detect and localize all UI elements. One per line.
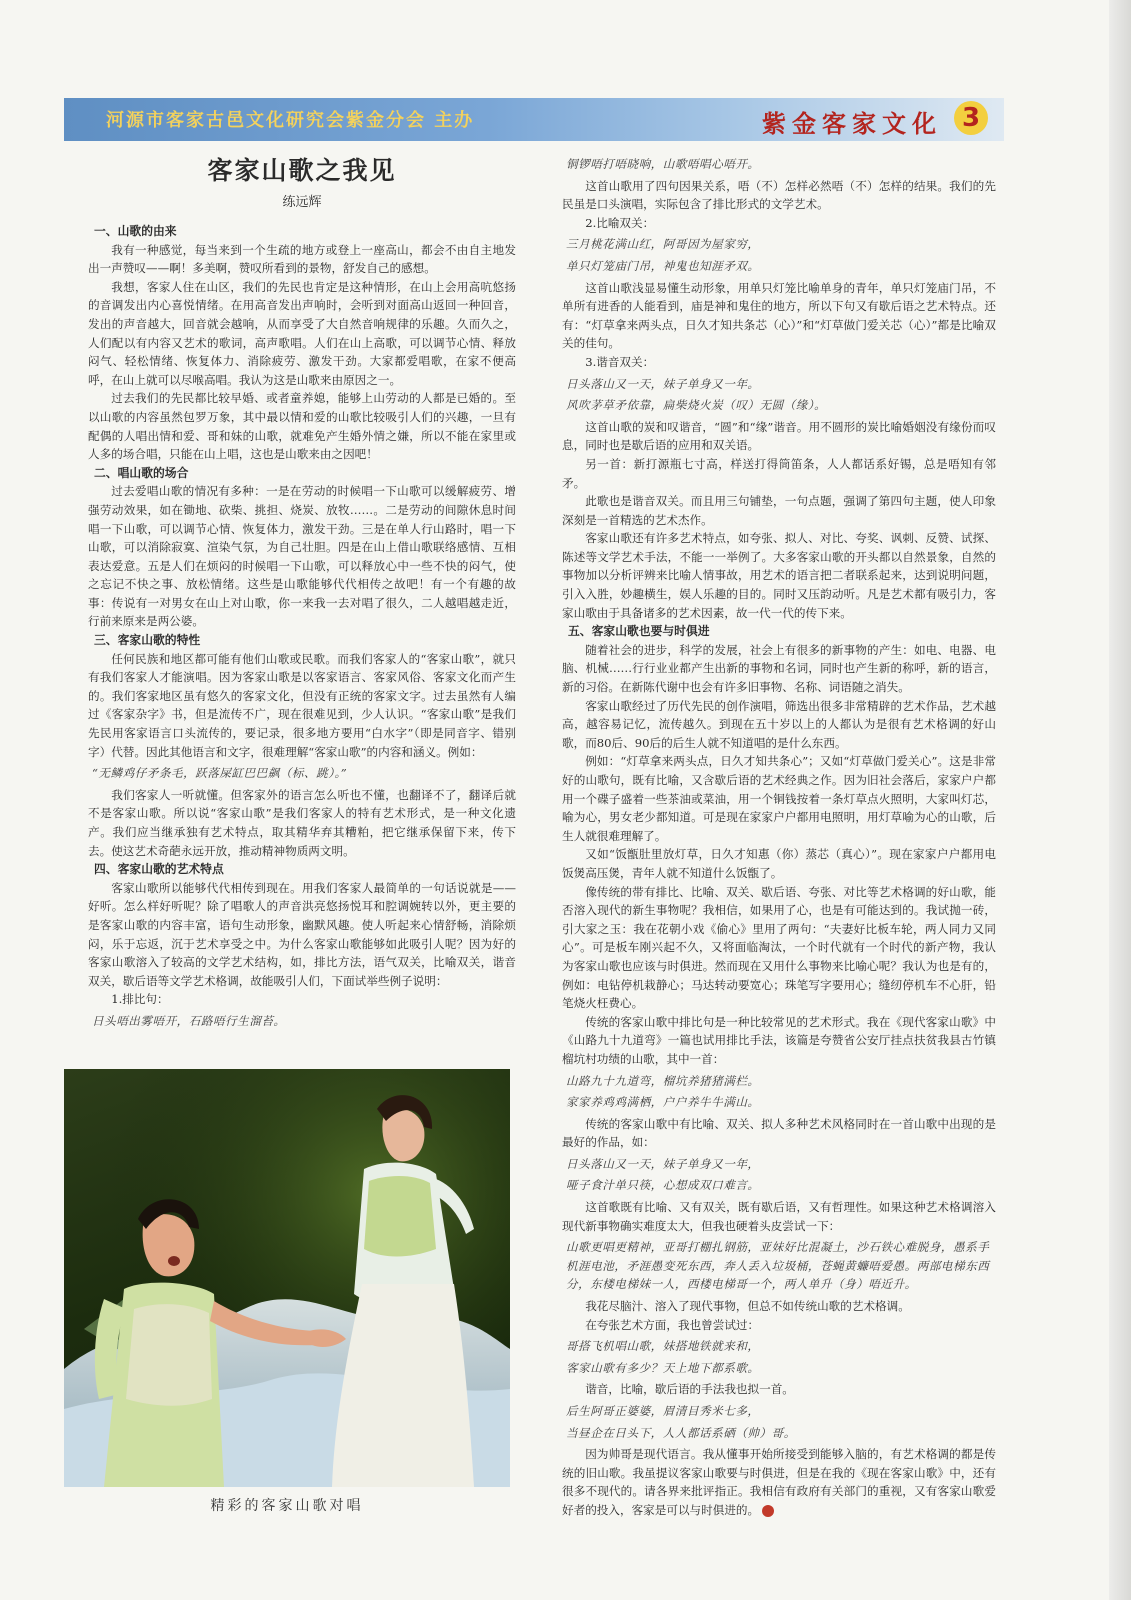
paragraph: 我有一种感觉，每当来到一个生疏的地方或登上一座高山，都会不由自主地发出一声赞叹——啊！多美啊，赞叹所看到的景物，舒发自己的感想。 <box>88 242 516 276</box>
paragraph: 另一首：新打源瓶七寸高，样送打得筒笛条，人人都话系好锡，总是唔知有邻矛。 <box>562 456 996 490</box>
paragraph: 这首山歌用了四句因果关系，唔（不）怎样必然唔（不）怎样的结果。我们的先民虽是口头演唱，实际包含了排比形式的文学艺术。 <box>562 178 996 212</box>
song-verse: 哑子食汁单只筷，心想成双口难言。 <box>566 1178 760 1193</box>
right-column-body <box>562 155 996 1520</box>
paragraph: 我花尽脑汁、溶入了现代事物，但总不如传统山歌的艺术格调。 <box>585 1299 910 1314</box>
paragraph: 随着社会的进步，科学的发展，社会上有很多的新事物的产生：如电、电器、电脑、机械……行行业业都产生出新的事物和名词，同时也产生新的称呼，新的语言，新的习俗。在新陈代谢中也会有许多旧事物、名称、词语随之消失。 <box>562 642 996 695</box>
paragraph: 例如：“灯草拿来两头点，日久才知共条心”；又如“灯草做门爱关心”。这是非常好的山歌句，既有比喻，又含歇后语的艺术经典之作。因为旧社会落后，家家户户都用一个碟子盛着一些茶油或菜油，用一个铜钱按着一条灯草点火照明，大家叫灯芯，喻为心，男女老少都知道。可是现在家家户户都用电照明，用灯草喻为心的山歌，后生人就很难理解了。 <box>562 754 996 843</box>
left-column <box>88 154 516 1034</box>
section-heading: 五、客家山歌也要与时俱进 <box>568 624 710 639</box>
paragraph: 这首山歌浅显易懂生动形象，用单只灯笼比喻单身的青年，单只灯笼庙门吊，不单所有进香的人能看到，庙是神和鬼住的地方，所以下句又有歇后语之艺术特点。还有：“灯草拿来两头点，日久才知共条芯（心）”和“灯草做门爱关芯（心）”都是比喻双关的佳句。 <box>562 280 996 351</box>
header-banner <box>64 98 1004 141</box>
article-author: 练远辉 <box>282 195 322 210</box>
paragraph: 传统的客家山歌中排比句是一种比较常见的艺术形式。我在《现代客家山歌》中《山路九十九道弯》一篇也试用排比手法，该篇是夸赞省公安厅挂点扶贫我县古竹镇榴坑村功绩的山歌，其中一首： <box>562 1014 996 1066</box>
song-verse: 三月桃花满山红，阿哥因为屋家穷， <box>566 237 760 252</box>
publication-title: 紫金客家文化 <box>762 109 942 138</box>
page-number-badge: 3 <box>954 101 988 135</box>
paragraph: 此歌也是谐音双关。而且用三句铺垫，一句点题，强调了第四句主题，使人印象深刻是一首精选的艺术杰作。 <box>562 494 996 527</box>
paragraph: 我们客家人一听就懂。但客家外的语言怎么听也不懂，也翻译不了，翻译后就不是客家山歌。所以说“客家山歌”是我们客家人的特有艺术形式，是一种文化遗产。我们应当继承独有艺术特点，取其精华弃其糟粕，把它继承保留下来，传下去。使这艺术奇葩永远开放，推动精神物质两文明。 <box>88 787 516 858</box>
paragraph: 这首山歌的炭和叹谐音，“圆”和“缘”谐音。用不圆形的炭比喻婚姻没有缘份而叹息，同时也是歇后语的应用和双关语。 <box>562 419 996 453</box>
article-title: 客家山歌之我见 <box>207 156 397 185</box>
article-end-mark-icon <box>762 1505 774 1517</box>
paragraph: 任何民族和地区都可能有他们山歌或民歌。而我们客家人的“客家山歌”，就只有我们客家人才能演唱。因为客家山歌是以客家语言、客家风俗、客家文化而产生的。我们客家地区虽有悠久的客家文化，但没有正统的客家文字。过去虽然有人编过《客家杂字》书，但是流传不广，现在很难见到，少人认识。“客家山歌”是我们先民用客家语言口头流传的，要记录，很多地方要用“白水字”（即是同音字、错别字）代替。因此其他语言和文字，很难理解“客家山歌”的内容和涵义。例如： <box>88 651 516 759</box>
song-verse: 风吹茅草矛依靠，扁柴烧火炭（叹）无圆（缘）。 <box>566 398 827 413</box>
singers-illustration <box>64 1069 510 1487</box>
left-column-body <box>88 222 516 1031</box>
song-verse: 日头唔出雾唔开，石路唔行生溜苔。 <box>92 1013 286 1028</box>
publisher-line: 河源市客家古邑文化研究会紫金分会 主办 <box>106 110 475 131</box>
section-heading: 四、客家山歌的艺术特点 <box>94 862 224 877</box>
song-verse: 客家山歌有多少？天上地下都系歌。 <box>566 1360 760 1375</box>
paragraph: 这首歌既有比喻、又有双关，既有歇后语，又有哲理性。如果这种艺术格调溶入现代新事物确实难度太大，但我也硬着头皮尝试一下： <box>562 1200 996 1233</box>
song-verse: 山歌更唱更精神，亚哥打棚扎钢筋，亚妹好比混凝土，沙石铁心难脱身，愚系手机涯电池，矛涯愚变死东西，奔人丢入垃圾桶，苍蝇黄蠊唔爱愚。两部电梯东西分，东楼电梯妹一人，西楼电梯哥一个，两人单升（身）唔近升。 <box>566 1240 990 1292</box>
song-verse: 当昼企在日头下，人人都话系硒（帅）哥。 <box>566 1425 796 1440</box>
paragraph: 客家山歌还有许多艺术特点，如夸张、拟人、对比、夸奖、讽刺、反赞、试探、陈述等文学艺术手法，不能一一举例了。大多客家山歌的开头都以自然景象，自然的事物加以分析评辨来比喻人情事故，用艺术的语言把二者联系起来，达到说明问题，引入入胜，妙趣横生，娱人乐趣的目的。同时又压韵动听。凡是艺术都有吸引力，客家山歌由于具备诸多的艺术因素，故一代一代的传下来。 <box>562 531 996 620</box>
paragraph: 1.排比句： <box>111 992 169 1007</box>
paragraph: 客家山歌所以能够代代相传到现在。用我们客家人最简单的一句话说就是——好听。怎么样好听呢？除了唱歌人的声音洪亮悠扬悦耳和腔调婉转以外，更主要的是客家山歌的内容丰富，语句生动形象，幽默风趣。使人听起来心情舒畅，消除烦闷，乐于忘返，沉于艺术享受之中。为什么客家山歌能够如此吸引人呢？因为好的客家山歌溶入了较高的文学艺术结构，如，排比方法，语气双关，比喻双关，谐音双关，歇后语等文学艺术格调，故能吸引人们，下面试举些例子说明： <box>88 880 516 988</box>
paragraph: 2.比喻双关： <box>585 215 655 230</box>
paragraph: 过去我们的先民都比较早婚、或者童养媳，能够上山劳动的人都是已婚的。至以山歌的内容虽然包罗万象，其中最以情和爱的山歌比较吸引人们的兴趣，一旦有配偶的人唱出情和爱、哥和妹的山歌，就难免产生婚外情之嫌，所以不能在家里或人多的场合唱，只能在山上唱，这也是山歌来由之因吧！ <box>88 391 516 462</box>
page-edge-shadow <box>1109 0 1131 1600</box>
right-column <box>562 152 996 1520</box>
paragraph: 3.谐音双关： <box>585 354 655 369</box>
singers-photo <box>64 1069 510 1487</box>
song-verse: 日头落山又一天，妹子单身又一年。 <box>566 376 760 391</box>
song-verse: 单只灯笼庙门吊，神鬼也知涯矛双。 <box>566 258 760 273</box>
song-verse: 哥搭飞机唱山歌，妹搭地铁就来和， <box>566 1339 760 1354</box>
paragraph: 在夸张艺术方面，我也曾尝试过： <box>585 1317 760 1332</box>
section-heading: 二、唱山歌的场合 <box>94 465 189 480</box>
paragraph: 传统的客家山歌中有比喻、双关、拟人多种艺术风格同时在一首山歌中出现的是最好的作品，如： <box>562 1116 996 1150</box>
song-verse: 日头落山又一天，妹子单身又一年， <box>566 1156 760 1171</box>
song-verse: 山路九十九道弯，榴坑养猪猪满栏。 <box>566 1073 760 1088</box>
paragraph: 又如“饭甑肚里放灯草，日久才知惠（你）蒸芯（真心）”。现在家家户户都用电饭煲高压煲，青年人就不知道什么饭甑了。 <box>562 847 996 880</box>
paragraph: 因为帅哥是现代语言。我从懂事开始所接受到能够入脑的，有艺术格调的都是传统的旧山歌。我虽提议客家山歌要与时俱进，但是在我的《现在客家山歌》中，还有很多不现代的。请各界来批评指正。我相信有政府有关部门的重视，又有客家山歌爱好者的投入，客家是可以与时俱进的。 <box>562 1447 996 1517</box>
paragraph: 过去爱唱山歌的情况有多种：一是在劳动的时候唱一下山歌可以缓解疲劳、增强劳动效果，如在锄地、砍柴、挑担、烧炭、放牧……。二是劳动的间隙休息时间唱一下山歌，可以调节心情、恢复体力，激发干劲。三是在单人行山路时，唱一下山歌，可以消除寂寞、渲染气氛，为自己壮胆。四是在山上借山歌联络感情、互相表达爱意。五是人们在烦闷的时候唱一下山歌，可以释放心中一些不快的闷气，使之忘记不快之事、放松情绪。这些是山歌能够代代相传之故吧！有一个有趣的故事：传说有一对男女在山上对山歌，你一来我一去对唱了很久，二人越唱越走近，行前来原来是两公婆。 <box>88 484 516 629</box>
section-heading: 三、客家山歌的特性 <box>94 633 201 648</box>
song-verse: 后生阿哥正婆婆，眉清目秀米七多， <box>566 1404 760 1418</box>
song-verse: 家家养鸡鸡满栖，户户养牛牛满山。 <box>566 1095 760 1110</box>
photo-caption: 精彩的客家山歌对唱 <box>210 1498 364 1514</box>
song-verse: 铜锣唔打唔晓响，山歌唔唱心唔开。 <box>566 157 760 171</box>
paragraph: 谐音，比喻，歇后语的手法我也拟一首。 <box>585 1382 794 1397</box>
song-verse: “无鳞鸡仔矛条毛，跃落屎缸巴巴飙（标、跳）。” <box>92 766 348 781</box>
section-heading: 一、山歌的由来 <box>94 224 177 238</box>
paragraph: 我想，客家人住在山区，我们的先民也肯定是这种情形，在山上会用高吭悠扬的音调发出内心喜悦情绪。在用高音发出声响时，会听到对面高山返回一种回音，发出的声音越大，回音就会越响，从而享受了大自然音响规律的乐趣。久而久之，人们配以有内容又艺术的歌词，高声歌唱。人们在山上高歌，可以调节心情、释放闷气、轻松情绪、恢复体力、消除疲劳、激发干劲。大家都爱唱歌，在家不便高呼，在山上就可以尽喉高唱。我认为这是山歌来由原因之一。 <box>88 279 516 387</box>
paragraph: 客家山歌经过了历代先民的创作演唱，筛选出很多非常精辟的艺术作品，艺术越高，越容易记忆，流传越久。到现在五十岁以上的人都认为是很有艺术格调的好山歌，而80后、90后的后生人就不知道唱的是什么东西。 <box>562 698 996 750</box>
paragraph: 像传统的带有排比、比喻、双关、歇后语、夸张、对比等艺术格调的好山歌，能否溶入现代的新生事物呢？我相信，如果用了心，也是有可能达到的。我试抛一砖，引大家之玉：我在花朝小戏《偷心》里用了两句：“夫妻好比板车轮，两人同力又同心”。可是板车刚兴起不久，又将面临淘汰，一个时代就有一个时代的新产物，我认为客家山歌也应该与时俱进。然而现在又用什么事物来比喻心呢？我认为也是有的，例如：电钻停机栽静心；马达转动要宽心；珠笔写字要用心；缝纫停机车不心肝，铅笔烧火枉费心。 <box>562 884 996 1011</box>
